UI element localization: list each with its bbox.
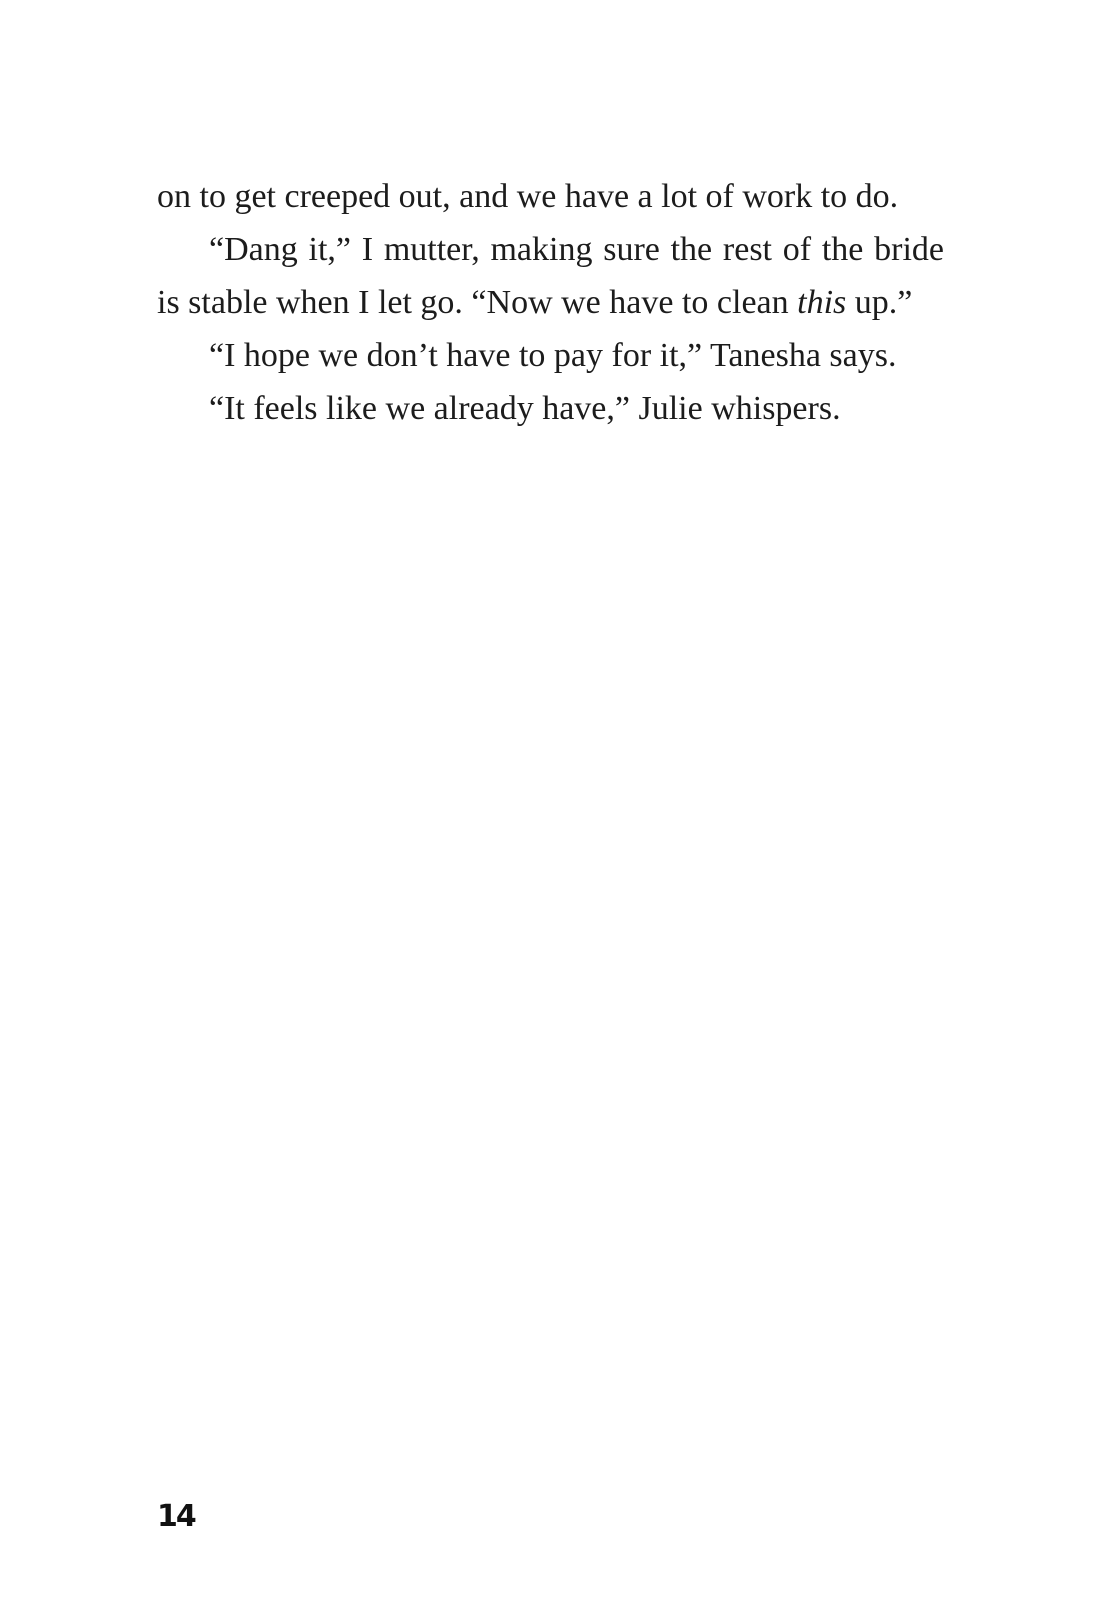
paragraph-3 [157,329,944,382]
paragraph-2-emphasis: this [797,284,847,321]
paragraph-4 [157,382,944,435]
paragraph-4-text: “It feels like we already have,” Julie whispers. [209,390,841,427]
paragraph-2-text-end: up.” [846,284,913,321]
paragraph-2-text: “Dang it,” I mutter, making sure the rest of the bride is stable when I let go. “Now we have to clean [157,231,944,321]
paragraph-1 [157,170,944,223]
page-number: 14 [157,1499,195,1534]
paragraph-1-text: on to get creeped out, and we have a lot of work to do. [157,178,899,215]
paragraph-2 [157,223,944,329]
paragraph-3-text: “I hope we don’t have to pay for it,” Tanesha says. [209,337,897,374]
body-text [157,170,944,435]
